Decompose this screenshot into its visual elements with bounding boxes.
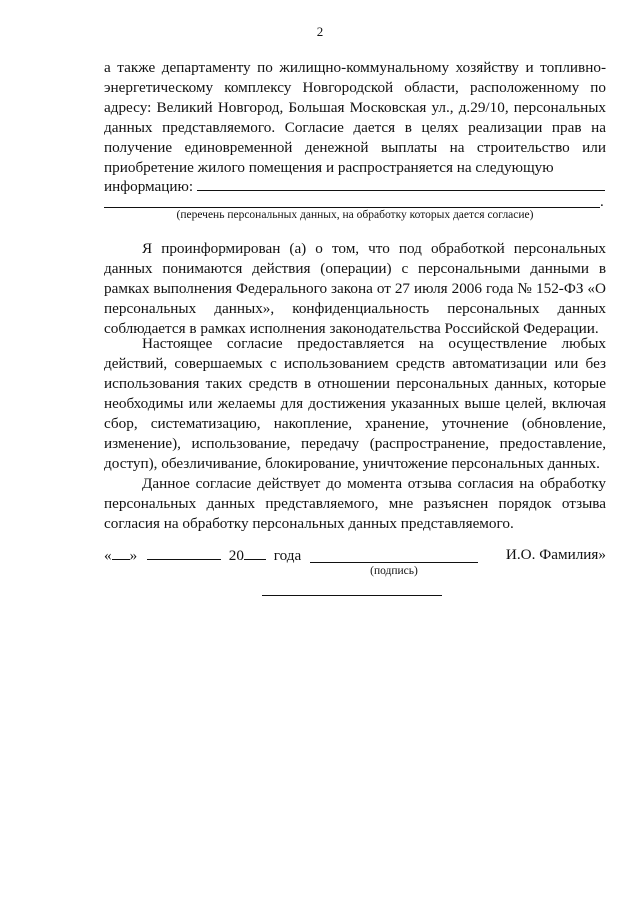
signature-caption: (подпись) [370,565,418,577]
info-fill-line [197,176,605,191]
quote-close: » [129,547,138,564]
paragraph-consent-recipients: а также департаменту по жилищно-коммунальному хозяйству и топливно-энергетическому комплексу Новгородской области, расположенному по адресу: Великий Новгород, Большая Московская ул., д.29/10, персональных данных представляемого. Согласие дается в целях реализации прав на получение единовременной денежной выплаты на строительство или приобретение жилого помещения и распространяется на следующую [104,59,606,176]
info-caption: (перечень персональных данных, на обработку которых дается согласие) [176,209,534,221]
paragraph-actions: Настоящее согласие предоставляется на осуществление любых действий, совершаемых с использованием средств автоматизации или без использования таких средств в отношении персональных данных, которые необходимы или желаемы для достижения указанных выше целей, включая сбор, систематизацию, накопление, хранение, уточнение (обновление, изменение), использование, передачу (распространение, предоставление, доступ), обезличивание, блокирование, уничтожение персональных данных. [104,335,606,472]
info-fill-line-2 [104,207,600,208]
year-prefix: 20 [228,547,244,564]
page-number: 2 [316,24,324,39]
year-blank [244,546,266,560]
month-blank [147,546,221,560]
info-line-end: . [600,194,604,210]
signer-name: И.О. Фамилия» [505,546,606,563]
paragraph-validity: Данное согласие действует до момента отзыва согласия на обработку персональных данных представляемого, мне разъяснен порядок отзыва согласия на обработку персональных данных представляемого. [104,475,606,532]
quote-open: « [104,547,112,564]
paragraph-informed: Я проинформирован (а) о том, что под обработкой персональных данных понимаются действия (операции) с персональными данными в рамках выполнения Федерального закона от 27 июля 2006 года № 152-ФЗ «О персональных данных», конфиденциальность персональных данных соблюдается в рамках исполнения законодательства Российской Федерации. [104,240,606,337]
day-blank [112,546,130,560]
info-label: информацию: [104,178,194,195]
bottom-rule [262,595,442,596]
info-field-row [104,176,606,197]
year-suffix: года [273,547,302,564]
date-field [104,546,301,565]
signature-line [310,562,478,563]
